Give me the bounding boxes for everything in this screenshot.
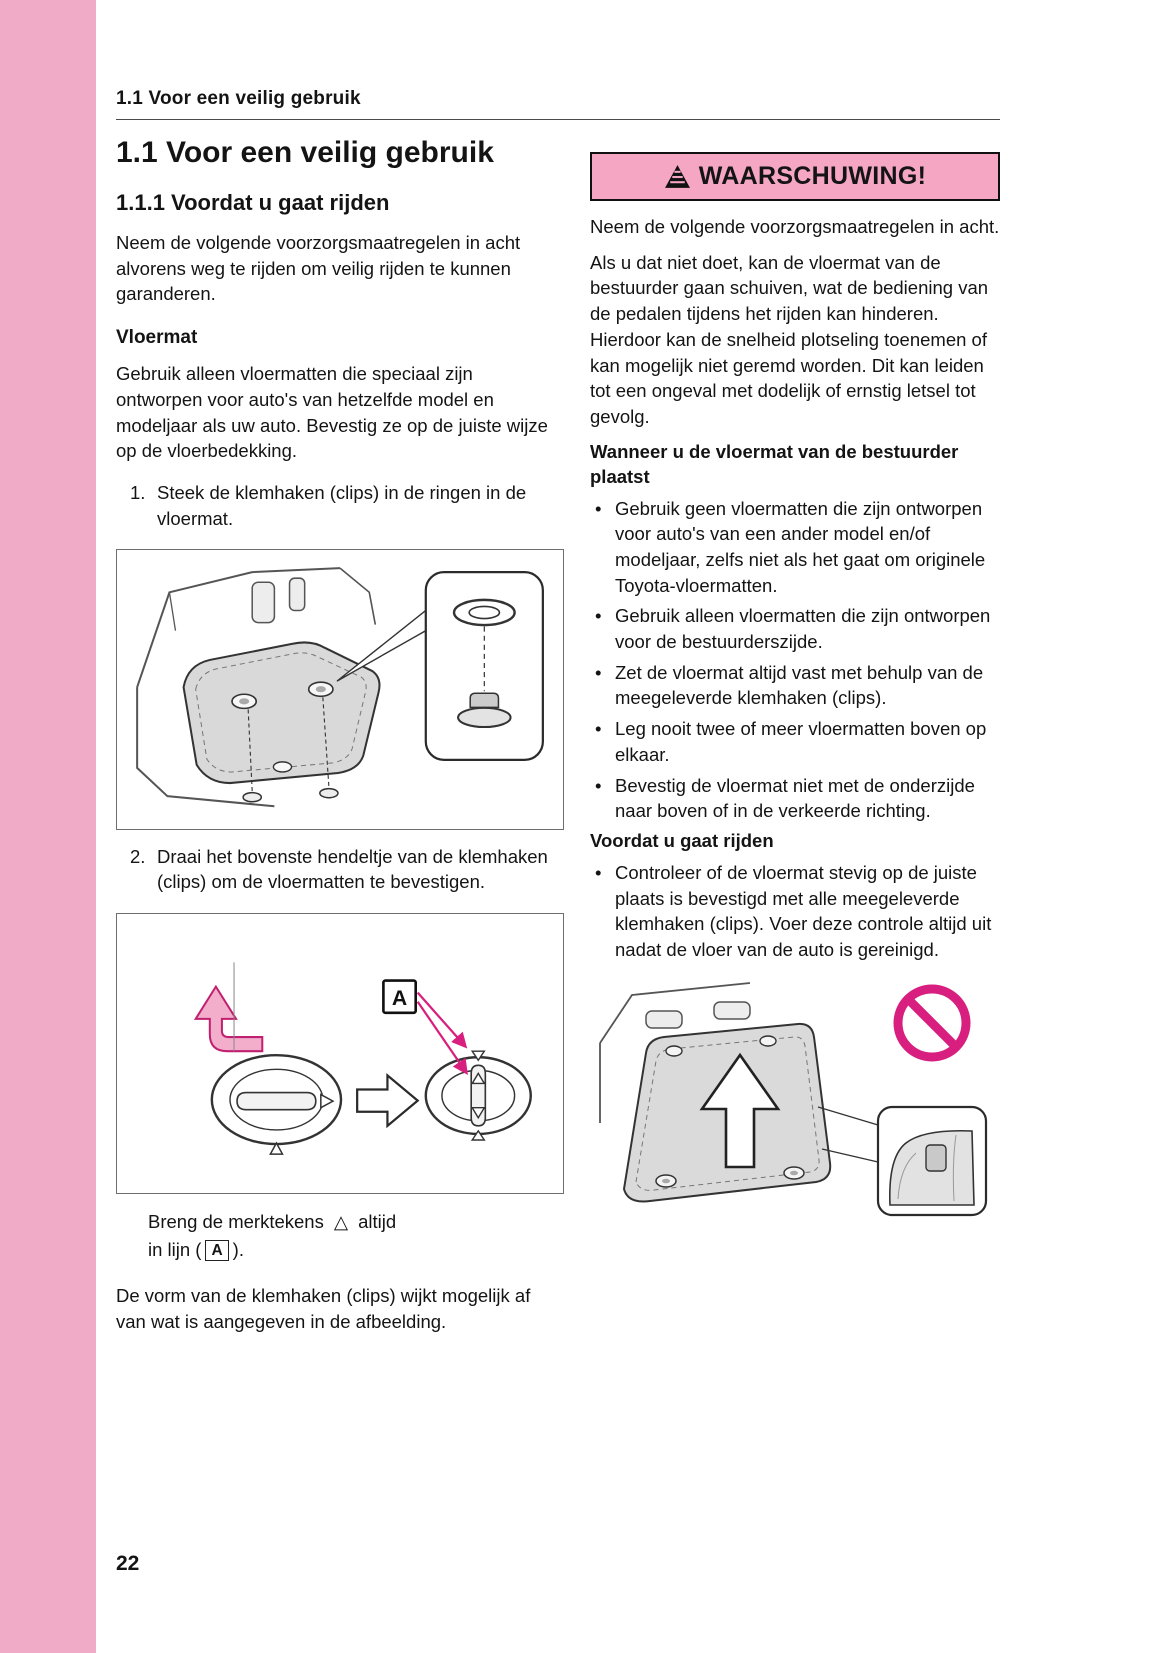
step-2-text: Draai het bovenste hendeltje van de klemhaken (clips) om de vloermatten te bevestigen.: [157, 845, 548, 893]
boxed-marker-label: A: [205, 1240, 228, 1261]
warning-bullet: • Leg nooit twee of meer vloermatten boven op elkaar.: [590, 716, 1000, 767]
triangle-mark-icon: △: [333, 1210, 349, 1232]
prohibition-icon: [908, 999, 956, 1047]
step-2-number: 2.: [130, 845, 146, 867]
warning-bullet-list-placement: [590, 496, 1000, 824]
two-column-layout: [116, 120, 1000, 1350]
topic-heading: Vloermat: [116, 327, 198, 349]
seat-anchor-icon: [646, 1011, 682, 1028]
pedal-icon: [290, 579, 305, 611]
floor-anchor: [243, 793, 261, 802]
warning-section: [590, 120, 1000, 1227]
clip-base: [458, 708, 510, 727]
warning-header: [590, 152, 1000, 201]
shape-note: De vorm van de klemhaken (clips) wijkt mogelijk af van wat is aangegeven in de afbeelding.: [116, 1284, 531, 1332]
figure-prohibited-placement: [590, 977, 1000, 1227]
figure-clip-rotation: [116, 913, 564, 1193]
warning-body: [590, 201, 1000, 1227]
warning-bullet: • Gebruik geen vloermatten die zijn ontworpen voor auto's van een ander model en/of modeljaar, zelfs niet als het gaat om originele Toyota-vloermatten.: [590, 496, 1000, 599]
caption-text: Breng de merktekens: [148, 1210, 324, 1232]
floormat-clips-illustration: [123, 558, 557, 820]
warning-intro: Neem de volgende voorzorgsmaatregelen in acht.: [590, 216, 1000, 237]
pedal-icon: [252, 583, 274, 623]
intro-paragraph: Neem de volgende voorzorgsmaatregelen in acht alvorens weg te rijden om veilig rijden te kunnen garanderen.: [116, 232, 521, 305]
step-1-number: 1.: [130, 481, 146, 503]
subsection-title: 1.1.1 Voordat u gaat rijden: [116, 190, 390, 215]
clip-knob: [470, 694, 498, 708]
page-content: [116, 88, 1000, 1350]
warning-bullet: • Bevestig de vloermat niet met de onderzijde naar boven of in de verkeerde richting.: [590, 773, 1000, 824]
caption-text: altijd: [358, 1210, 397, 1232]
prohibited-placement-illustration: [590, 977, 1000, 1227]
warning-bullet: • Controleer of de vloermat stevig op de juiste plaats is bevestigd met alle meegeleverde klemhaken (clips). Voer deze controle altijd uit nadat de vloer van de auto is gereinigd.: [590, 860, 1000, 963]
warning-consequences: Als u dat niet doet, kan de vloermat van de bestuurder gaan schuiven, wat de bediening van de pedalen tijdens het rijden kan hinderen. Hierdoor kan de snelheid plotseling toenemen of kan mogelijk niet geremd worden. Dit kan leiden tot een ongeval met dodelijk of ernstig letsel tot gevolg.: [590, 251, 989, 427]
running-header: 1.1 Voor een veilig gebruik: [116, 88, 1000, 120]
clip-lever: [237, 1093, 316, 1110]
warning-subheading-before-driving: Voordat u gaat rijden: [590, 830, 774, 851]
page-number: 22: [116, 1552, 140, 1575]
warning-triangle-icon: [664, 164, 691, 189]
warning-bullet-list-before-driving: [590, 860, 1000, 963]
caption-text: ).: [232, 1239, 244, 1261]
topic-paragraph: Gebruik alleen vloermatten die speciaal zijn ontworpen voor auto's van hetzelfde model en modeljaar als uw auto. Bevestig ze op de juiste wijze op de vloerbedekking.: [116, 363, 548, 462]
clip-rotation-illustration: [123, 922, 557, 1184]
pointer-arrow-icon: [418, 1002, 466, 1073]
step-2: [116, 844, 564, 895]
seat-anchor-icon: [714, 1002, 750, 1019]
caption-text: in lijn (: [148, 1239, 202, 1261]
next-step-arrow-icon: [357, 1076, 418, 1126]
step-1-text: Steek de klemhaken (clips) in de ringen in de vloermat.: [157, 481, 527, 529]
left-column: [116, 120, 564, 1350]
warning-title: WAARSCHUWING!: [698, 162, 927, 190]
warning-bullet: • Zet de vloermat altijd vast met behulp van de meegeleverde klemhaken (clips).: [590, 660, 1000, 711]
figure-floormat-clips: [116, 549, 564, 829]
figure-caption: [116, 1208, 564, 1265]
clip-tab: [926, 1145, 946, 1171]
rotate-arrow-icon: [196, 987, 263, 1052]
section-title: 1.1 Voor een veilig gebruik: [116, 136, 494, 169]
floor-anchor: [320, 789, 338, 798]
marker-label: A: [391, 986, 408, 1010]
warning-bullet: • Gebruik alleen vloermatten die zijn ontworpen voor de bestuurderszijde.: [590, 603, 1000, 654]
page-edge-stripe: [0, 0, 96, 1653]
warning-subheading-placement: Wanneer u de vloermat van de bestuurder plaatst: [590, 440, 959, 487]
step-1: [116, 480, 564, 531]
